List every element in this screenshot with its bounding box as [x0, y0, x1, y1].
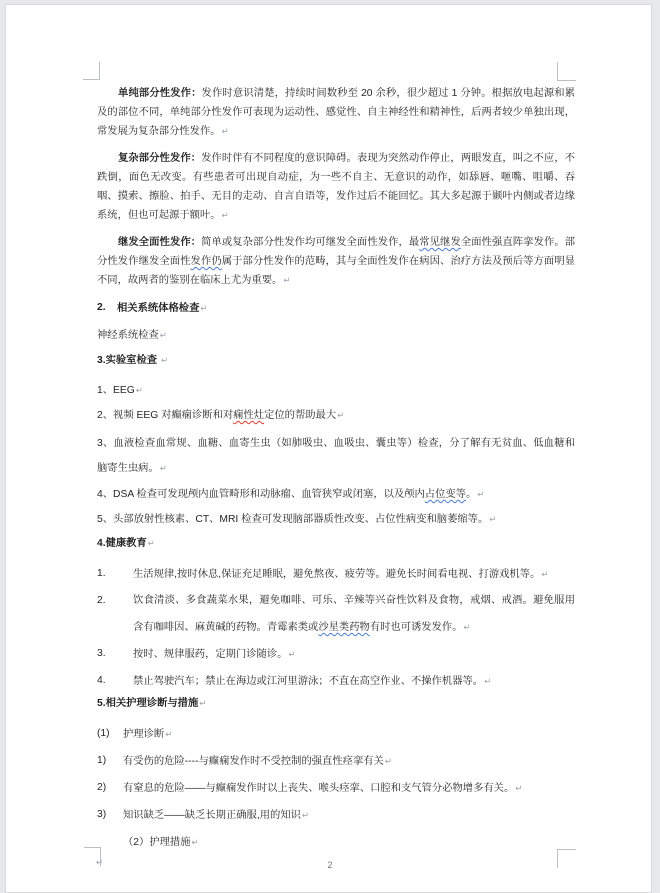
page-number: 2	[327, 860, 333, 871]
para-text: 简单或复杂部分性发作均可继发全面性发作，最	[201, 237, 420, 248]
paragraph-mark: ↵	[283, 275, 291, 285]
item-number: 2.	[97, 595, 106, 606]
heading-lab-tests	[97, 352, 575, 369]
nursing-diagnosis-item-3	[97, 802, 575, 829]
paragraph-mark: ↵	[191, 837, 199, 847]
paragraph-mark: ↵	[160, 355, 169, 365]
line-text: 神经系统检查	[97, 330, 159, 341]
paragraph-mark: ↵	[288, 649, 296, 659]
item-text: 5、头部放射性核素、CT、MRI 检查可发现脑部器质性改变、占位性病变和脑萎缩等。	[97, 514, 489, 525]
paragraph-mark: ↵	[165, 729, 173, 739]
lab-item-eeg	[97, 381, 575, 400]
paragraph-mark: ↵	[199, 698, 207, 708]
lab-item-blood-tests	[97, 431, 575, 481]
grammar-squiggle: 沙星类药物	[318, 622, 370, 633]
para-lead: 单纯部分性发作：	[118, 88, 202, 99]
item-number: 1.	[97, 568, 106, 579]
text-boundary-mark-top-right	[557, 62, 576, 81]
nursing-diagnosis-item-1	[97, 748, 575, 775]
item-text: 定位的帮助最大	[264, 410, 337, 421]
para-text: 发作时意识清楚，持续时间数秒至 20 余秒，很少超过 1 分钟。根据放电起源和累及的部位不同，单纯部分性发作可表现为运动性、感觉性、自主神经性和精神性，后两者较少单独出现，常发展为复杂部分性发作。	[97, 88, 576, 137]
item-text: 禁止驾驶汽车；禁止在海边或江河里游泳；不直在高空作业、不操作机器等。	[133, 676, 484, 687]
lab-item-ct-mri	[97, 507, 575, 532]
paragraph-mark: ↵	[489, 514, 497, 524]
grammar-squiggle: 占位变等	[424, 489, 466, 500]
item-text: 。	[466, 489, 477, 500]
paragraph-mark: ↵	[463, 622, 471, 632]
item-text: 3、血液检查血常规、血糖、血寄生虫（如肺吸虫、血吸虫、囊虫等）检查，分了解有无贫血、低血糖和脑寄生虫病。	[97, 438, 575, 474]
heading-number: 2.	[97, 302, 106, 313]
item-text: 按时、规律服药，定期门诊随诊。	[133, 649, 288, 660]
lab-item-dsa	[97, 482, 575, 507]
heading-text: 相关系统体格检查	[117, 303, 200, 314]
item-number: 2)	[97, 782, 107, 793]
paragraph-mark: ↵	[484, 676, 492, 686]
paragraph-mark: ↵	[477, 489, 485, 499]
paragraph-mark: ↵	[221, 210, 229, 220]
lab-item-video-eeg	[97, 406, 575, 425]
para-simple-partial-seizure	[97, 84, 575, 141]
item-text: 生活规律,按时休息,保证充足睡眠，避免熬夜、疲劳等。避免长时间看电视、打游戏机等。	[133, 569, 541, 580]
para-text: 全面性强直阵挛发作。部分性发作继发全面性	[97, 237, 576, 267]
nursing-diagnosis-item-2	[97, 775, 575, 802]
item-text: 有受伤的危险----与癫痫发作时不受控制的强直性痉挛有关	[123, 756, 384, 767]
item-text: 有窒息的危险——与癫痫发作时以上丧失、喉头痉挛、口腔和支气管分必物增多有关。	[123, 783, 515, 794]
item-text: 2、视频 EEG 对癫痫诊断和对	[97, 410, 234, 421]
nursing-measures-heading	[97, 829, 575, 856]
paragraph-mark: ↵	[147, 538, 155, 548]
para-secondarily-generalized-seizure	[97, 233, 575, 290]
item-number: 1)	[97, 755, 107, 766]
item-text: 1、EEG	[97, 385, 135, 396]
heading-health-education	[97, 535, 575, 552]
paragraph-mark: ↵	[515, 783, 523, 793]
spelling-squiggle: 痫性灶	[233, 410, 265, 421]
paragraph-mark: ↵	[221, 126, 229, 136]
health-item-3	[97, 641, 575, 668]
grammar-squiggle: 常见继发	[419, 237, 461, 248]
item-text: 有时也可诱发发作。	[369, 622, 463, 633]
para-text: 属于部分性发作的范畴，其与全面性发作在病因、治疗方法及预后等方面明显不同，故两者的鉴别在临床上尤为重要。	[97, 256, 576, 286]
paragraph-mark: ↵	[384, 756, 392, 766]
item-number: 3.	[97, 648, 106, 659]
item-number: (1)	[97, 728, 110, 739]
para-lead: 复杂部分性发作：	[118, 153, 202, 164]
heading-text: 4.健康教育	[97, 538, 147, 549]
heading-text: 3.实验室检查	[97, 355, 158, 366]
heading-physical-exam	[97, 300, 575, 317]
para-text: 发作时伴有不同程度的意识障碍。表现为突然动作停止，两眼发直，叫之不应，不跌倒，面色无改变。有些患者可出现自动症，为一些不自主、无意识的动作，如舔唇、咂嘴、咀嚼、吞咽、摸索、擦脸、拍手、无目的走动、自言自语等，发作过后不能回忆。其大多起源于颞叶内侧或者边缘系统，但也可起源于额叶。	[97, 153, 576, 221]
paragraph-mark: ↵	[200, 303, 208, 313]
item-text: 4、DSA 检查可发现颅内血管畸形和动脉瘤、血管狭窄或闭塞，以及颅内	[97, 489, 425, 500]
health-item-2	[97, 588, 575, 641]
paragraph-mark: ↵	[159, 463, 167, 473]
paragraph-mark: ↵	[301, 810, 310, 820]
paragraph-mark: ↵	[337, 410, 345, 420]
item-text: 知识缺乏——缺乏长期正确服,用的知识	[123, 810, 301, 821]
paragraph-mark: ↵	[135, 385, 143, 395]
document-content[interactable]	[97, 84, 575, 856]
grammar-squiggle: 发作仍	[190, 256, 222, 267]
para-lead: 继发全面性发作：	[118, 237, 202, 248]
item-text: 护理诊断	[123, 729, 165, 740]
footer-paragraph-mark: ↵	[96, 857, 104, 867]
heading-nursing-diagnosis-measures	[97, 695, 575, 712]
item-number: 3)	[97, 809, 107, 820]
item-number: 4.	[97, 675, 106, 686]
paragraph-mark: ↵	[541, 569, 549, 579]
nursing-diagnosis-heading	[97, 721, 575, 748]
heading-text: 5.相关护理诊断与措施	[97, 698, 199, 709]
para-complex-partial-seizure	[97, 149, 575, 225]
item-text: 饮食清淡、多食蔬菜水果，避免咖啡、可乐、辛辣等兴奋性饮料及食物，戒烟、戒酒。避免服用含有咖啡因、麻黄碱的药物。青霉素类或	[133, 595, 575, 633]
line-nervous-system-exam	[97, 327, 575, 344]
paragraph-mark: ↵	[159, 330, 167, 340]
text-boundary-mark-top-left	[83, 62, 100, 80]
item-text: （2）护理措施	[123, 837, 191, 848]
health-item-1	[97, 561, 575, 588]
health-item-4	[97, 668, 575, 695]
